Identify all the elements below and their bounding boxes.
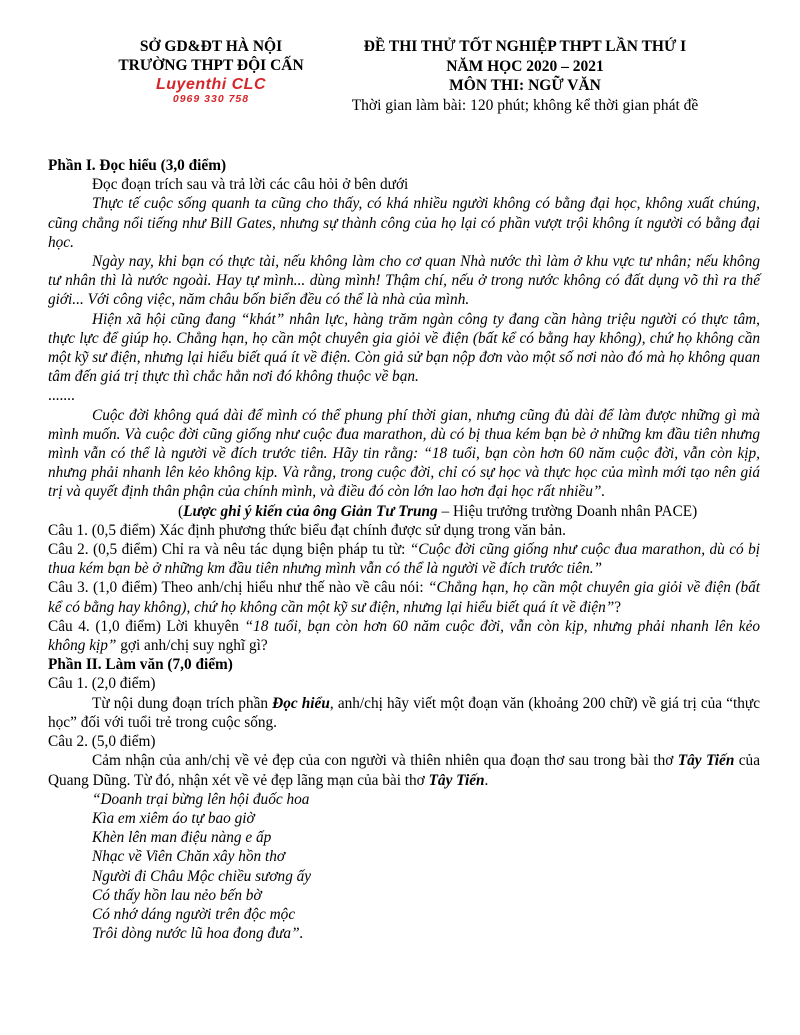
header-right <box>330 37 720 116</box>
poem-line: Khèn lên man điệu nàng e ấp <box>92 829 272 847</box>
exam-body <box>48 156 760 943</box>
part1-instruction: Đọc đoạn trích sau và trả lời các câu hỏi ở bên dưới <box>92 176 409 194</box>
brand-phone: 0969 330 758 <box>172 93 250 105</box>
passage-source: (Lược ghi ý kiến của ông Giản Tư Trung – Hiệu trưởng trường Doanh nhân PACE) <box>178 502 698 520</box>
poem-line: Có thấy hồn lau nẻo bến bờ <box>92 886 262 904</box>
question-4: Câu 4. (1,0 điểm) Lời khuyên “18 tuổi, bạn còn hơn 60 năm cuộc đời, vẫn còn kịp, nhưng phải nhanh lên kẻo không kịp” gợi anh/chị suy nghĩ gì? <box>48 617 761 655</box>
poem-line: Nhạc về Viên Chăn xây hồn thơ <box>92 848 286 866</box>
school-name: TRƯỜNG THPT ĐỘI CẤN <box>118 57 304 74</box>
part2-q2-text: Cảm nhận của anh/chị về vẻ đẹp của con người và thiên nhiên qua đoạn thơ sau trong bài thơ Tây Tiến của Quang Dũng. Từ đó, nhận xét về vẻ đẹp lãng mạn của bài thơ Tây Tiến. <box>48 752 760 789</box>
passage-ellipsis: ....... <box>48 387 75 405</box>
school-year: NĂM HỌC 2020 – 2021 <box>446 57 604 75</box>
question-2: Câu 2. (0,5 điểm) Chỉ ra và nêu tác dụng biện pháp tu từ: “Cuộc đời cũng giống như cuộc đua marathon, dù có bị thua kém bạn bè ở những km đầu tiên nhưng mình vẫn có thể là người về đích trước tiên.” <box>48 541 760 578</box>
exam-time: Thời gian làm bài: 120 phút; không kể thời gian phát đề <box>351 96 699 114</box>
poem-line: Kìa em xiêm áo tự bao giờ <box>92 809 255 827</box>
question-1: Câu 1. (0,5 điểm) Xác định phương thức biểu đạt chính được sử dụng trong văn bản. <box>48 521 566 539</box>
subject: MÔN THI: NGỮ VĂN <box>449 77 601 94</box>
part2-q1-text: Từ nội dung đoạn trích phần Đọc hiểu, anh/chị hãy viết một đoạn văn (khoảng 200 chữ) về giá trị của “thực học” đối với tuổi trẻ trong cuộc sống. <box>48 694 760 731</box>
passage-paragraph: Ngày nay, khi bạn có thực tài, nếu không làm cho cơ quan Nhà nước thì làm ở khu vực tư nhân; nếu không tư nhân thì là nước ngoài. Hay tự mình... dùng mình! Thậm chí, nếu ở trong nước không có đất dụng võ thì ra thế giới... Với công việc, năm châu bốn biển đều có thể là nhà của mình. <box>48 253 760 309</box>
passage-paragraph: Thực tế cuộc sống quanh ta cũng cho thấy, có khá nhiều người không có bằng đại học, không xuất chúng, cũng chẳng nổi tiếng như Bill Gates, nhưng sự thành công của họ lại có phần vượt trội không ít người có bằng đại học. <box>48 195 760 251</box>
passage-paragraph: Cuộc đời không quá dài để mình có thể phung phí thời gian, nhưng cũng đủ dài để làm được những gì mà mình muốn. Và cuộc đời cũng giống như cuộc đua marathon, dù có bị thua kém bạn bè ở những km đầu tiên nhưng mình vẫn có thể là người về đích trước tiên. Hãy tin rằng: “18 tuổi, bạn còn hơn 60 năm cuộc đời, vẫn còn kịp, nhưng phải nhanh lên kẻo không kịp. Và rằng, trong cuộc đời, chỉ có sự học và thực học của mình mới tạo nên giá trị và quyết định thân phận của chính mình, và điều đó còn lớn lao hơn đại học rất nhiều”. <box>48 406 760 501</box>
poem-line: Có nhớ dáng người trên độc mộc <box>92 905 296 923</box>
part2-q1-label: Câu 1. (2,0 điểm) <box>48 675 156 693</box>
passage-paragraph: Hiện xã hội cũng đang “khát” nhân lực, hàng trăm ngàn công ty đang cần hàng triệu người có thực tâm, thực lực để giúp họ. Chẳng hạn, họ cần một chuyên gia giỏi về điện (bất kể có bằng hay không), chứ họ không cần một kỹ sư điện, nhưng lại hiểu biết quá ít về điện. Còn giả sử bạn nộp đơn vào một số nơi nào đó mà họ không quan tâm đến giá trị thực thì chắc hẳn nơi đó không thuộc về bạn. <box>48 310 760 386</box>
part2-q2-label: Câu 2. (5,0 điểm) <box>48 733 156 751</box>
header-left <box>96 37 326 105</box>
poem-line: Người đi Châu Mộc chiều sương ấy <box>92 867 312 885</box>
brand-logo: Luyenthi CLC <box>156 76 266 93</box>
question-3: Câu 3. (1,0 điểm) Theo anh/chị hiểu như thế nào về câu nói: “Chẳng hạn, họ cần một chuyên gia giỏi về điện (bất kể có bằng hay không), chứ họ không cần một kỹ sư điện, nhưng lại hiểu biết quá ít về điện”? <box>48 579 761 616</box>
poem <box>48 790 760 944</box>
poem-line: “Doanh trại bừng lên hội đuốc hoa <box>92 790 310 808</box>
part2-heading: Phần II. Làm văn (7,0 điểm) <box>48 656 233 674</box>
poem-line: Trôi dòng nước lũ hoa đong đưa”. <box>92 925 304 943</box>
department-name: SỞ GD&ĐT HÀ NỘI <box>139 38 283 55</box>
source-author: Lược ghi ý kiến của ông Giản Tư Trung <box>183 502 438 520</box>
exam-title: ĐỀ THI THỬ TỐT NGHIỆP THPT LẦN THỨ I <box>363 38 687 55</box>
part1-heading: Phần I. Đọc hiểu (3,0 điểm) <box>48 157 227 174</box>
